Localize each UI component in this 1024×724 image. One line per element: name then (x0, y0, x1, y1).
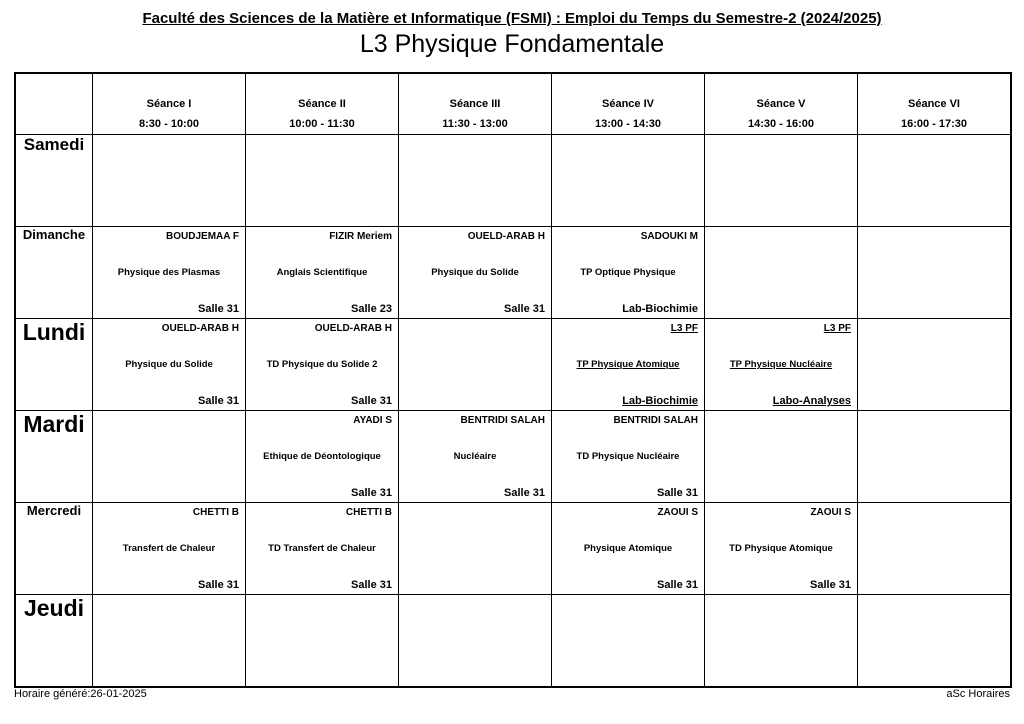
session-header (246, 73, 399, 135)
session-name: Séance IV (602, 98, 654, 110)
room-name: Salle 31 (198, 303, 239, 315)
session-name: Séance I (146, 98, 192, 110)
day-label: Mardi (15, 411, 93, 503)
timetable-cell (858, 411, 1012, 503)
subject-name: Physique du Solide (431, 267, 519, 278)
day-label: Jeudi (15, 595, 93, 688)
timetable-cell (399, 411, 552, 503)
teacher-name: BOUDJEMAA F (166, 231, 239, 242)
class-title: L3 Physique Fondamentale (359, 30, 665, 58)
session-header-row (15, 73, 1011, 135)
software-credit: aSc Horaires (946, 688, 1010, 700)
timetable-cell (858, 227, 1012, 319)
teacher-name: OUELD-ARAB H (161, 323, 239, 334)
timetable-cell (552, 503, 705, 595)
room-name: Labo-Analyses (772, 395, 851, 407)
teacher-name: AYADI S (353, 415, 392, 426)
corner-cell (15, 73, 93, 135)
subject-name: TD Physique du Solide 2 (266, 359, 378, 370)
room-name: Salle 31 (657, 579, 698, 591)
timetable-cell (552, 595, 705, 688)
day-row (15, 227, 1011, 319)
subject-name: TD Transfert de Chaleur (268, 543, 376, 554)
subject-name: Ethique de Déontologique (263, 451, 381, 462)
session-time: 16:00 - 17:30 (900, 118, 968, 130)
timetable-cell (705, 411, 858, 503)
teacher-name: FIZIR Meriem (329, 231, 392, 242)
session-header (705, 73, 858, 135)
room-name: Salle 23 (351, 303, 392, 315)
timetable (14, 72, 1012, 688)
day-label: Mercredi (15, 503, 93, 595)
timetable-cell (93, 411, 246, 503)
timetable-cell (858, 135, 1012, 227)
timetable-cell (246, 411, 399, 503)
room-name: Salle 31 (504, 487, 545, 499)
room-name: Salle 31 (504, 303, 545, 315)
room-name: Salle 31 (198, 579, 239, 591)
day-row (15, 411, 1011, 503)
room-name: Salle 31 (351, 487, 392, 499)
room-name: Lab-Biochimie (622, 395, 698, 407)
room-name: Lab-Biochimie (622, 303, 698, 315)
timetable-cell (399, 503, 552, 595)
timetable-cell (705, 135, 858, 227)
session-time: 10:00 - 11:30 (289, 118, 355, 130)
timetable-cell (93, 319, 246, 411)
day-label: Samedi (15, 135, 93, 227)
timetable-cell (246, 227, 399, 319)
subject-name: TP Physique Atomique (576, 359, 680, 370)
subject-name: Nucléaire (453, 451, 497, 462)
subject-name: TP Physique Nucléaire (729, 359, 833, 370)
room-name: Salle 31 (351, 579, 392, 591)
teacher-name: L3 PF (670, 323, 698, 334)
subject-name: Physique des Plasmas (117, 267, 221, 278)
timetable-cell (552, 319, 705, 411)
subject-name: Physique du Solide (125, 359, 213, 370)
session-time: 14:30 - 16:00 (747, 118, 815, 130)
timetable-cell (399, 135, 552, 227)
teacher-name: SADOUKI M (640, 231, 698, 242)
room-name: Salle 31 (198, 395, 239, 407)
timetable-cell (399, 595, 552, 688)
timetable-cell (858, 595, 1012, 688)
day-row (15, 135, 1011, 227)
timetable-cell (93, 135, 246, 227)
day-row (15, 319, 1011, 411)
timetable-cell (552, 135, 705, 227)
document-title: Faculté des Sciences de la Matière et Informatique (FSMI) : Emploi du Temps du Semestre-2 (2024/2025) (142, 10, 882, 27)
timetable-cell (705, 319, 858, 411)
subject-name: TD Physique Nucléaire (576, 451, 680, 462)
teacher-name: BENTRIDI SALAH (613, 415, 698, 426)
timetable-cell (246, 595, 399, 688)
session-header (399, 73, 552, 135)
day-label: Dimanche (15, 227, 93, 319)
day-label: Lundi (15, 319, 93, 411)
room-name: Salle 31 (351, 395, 392, 407)
teacher-name: CHETTI B (192, 507, 239, 518)
timetable-cell (399, 319, 552, 411)
teacher-name: L3 PF (823, 323, 851, 334)
day-row (15, 503, 1011, 595)
timetable-cell (246, 319, 399, 411)
teacher-name: CHETTI B (345, 507, 392, 518)
room-name: Salle 31 (657, 487, 698, 499)
timetable-cell (93, 503, 246, 595)
session-time: 13:00 - 14:30 (594, 118, 662, 130)
teacher-name: OUELD-ARAB H (467, 231, 545, 242)
subject-name: Transfert de Chaleur (122, 543, 216, 554)
session-time: 11:30 - 13:00 (442, 118, 508, 130)
timetable-cell (552, 227, 705, 319)
timetable-cell (246, 503, 399, 595)
subject-name: Anglais Scientifique (276, 267, 368, 278)
session-header (858, 73, 1012, 135)
subject-name: TD Physique Atomique (729, 543, 833, 554)
timetable-cell (246, 135, 399, 227)
session-time: 8:30 - 10:00 (139, 118, 199, 130)
session-name: Séance V (756, 98, 806, 110)
timetable-cell (93, 227, 246, 319)
timetable-cell (705, 227, 858, 319)
session-header (93, 73, 246, 135)
timetable-cell (399, 227, 552, 319)
timetable-cell (93, 595, 246, 688)
teacher-name: ZAOUI S (810, 507, 851, 518)
subject-name: TP Optique Physique (580, 267, 676, 278)
timetable-cell (858, 503, 1012, 595)
timetable-cell (705, 595, 858, 688)
teacher-name: OUELD-ARAB H (314, 323, 392, 334)
subject-name: Physique Atomique (583, 543, 673, 554)
room-name: Salle 31 (810, 579, 851, 591)
generated-date: Horaire généré:26-01-2025 (14, 688, 147, 700)
session-header (552, 73, 705, 135)
session-name: Séance II (298, 98, 346, 110)
timetable-cell (552, 411, 705, 503)
session-name: Séance III (449, 98, 501, 110)
session-name: Séance VI (908, 98, 960, 110)
teacher-name: ZAOUI S (657, 507, 698, 518)
timetable-cell (705, 503, 858, 595)
timetable-cell (858, 319, 1012, 411)
day-row (15, 595, 1011, 688)
teacher-name: BENTRIDI SALAH (460, 415, 545, 426)
